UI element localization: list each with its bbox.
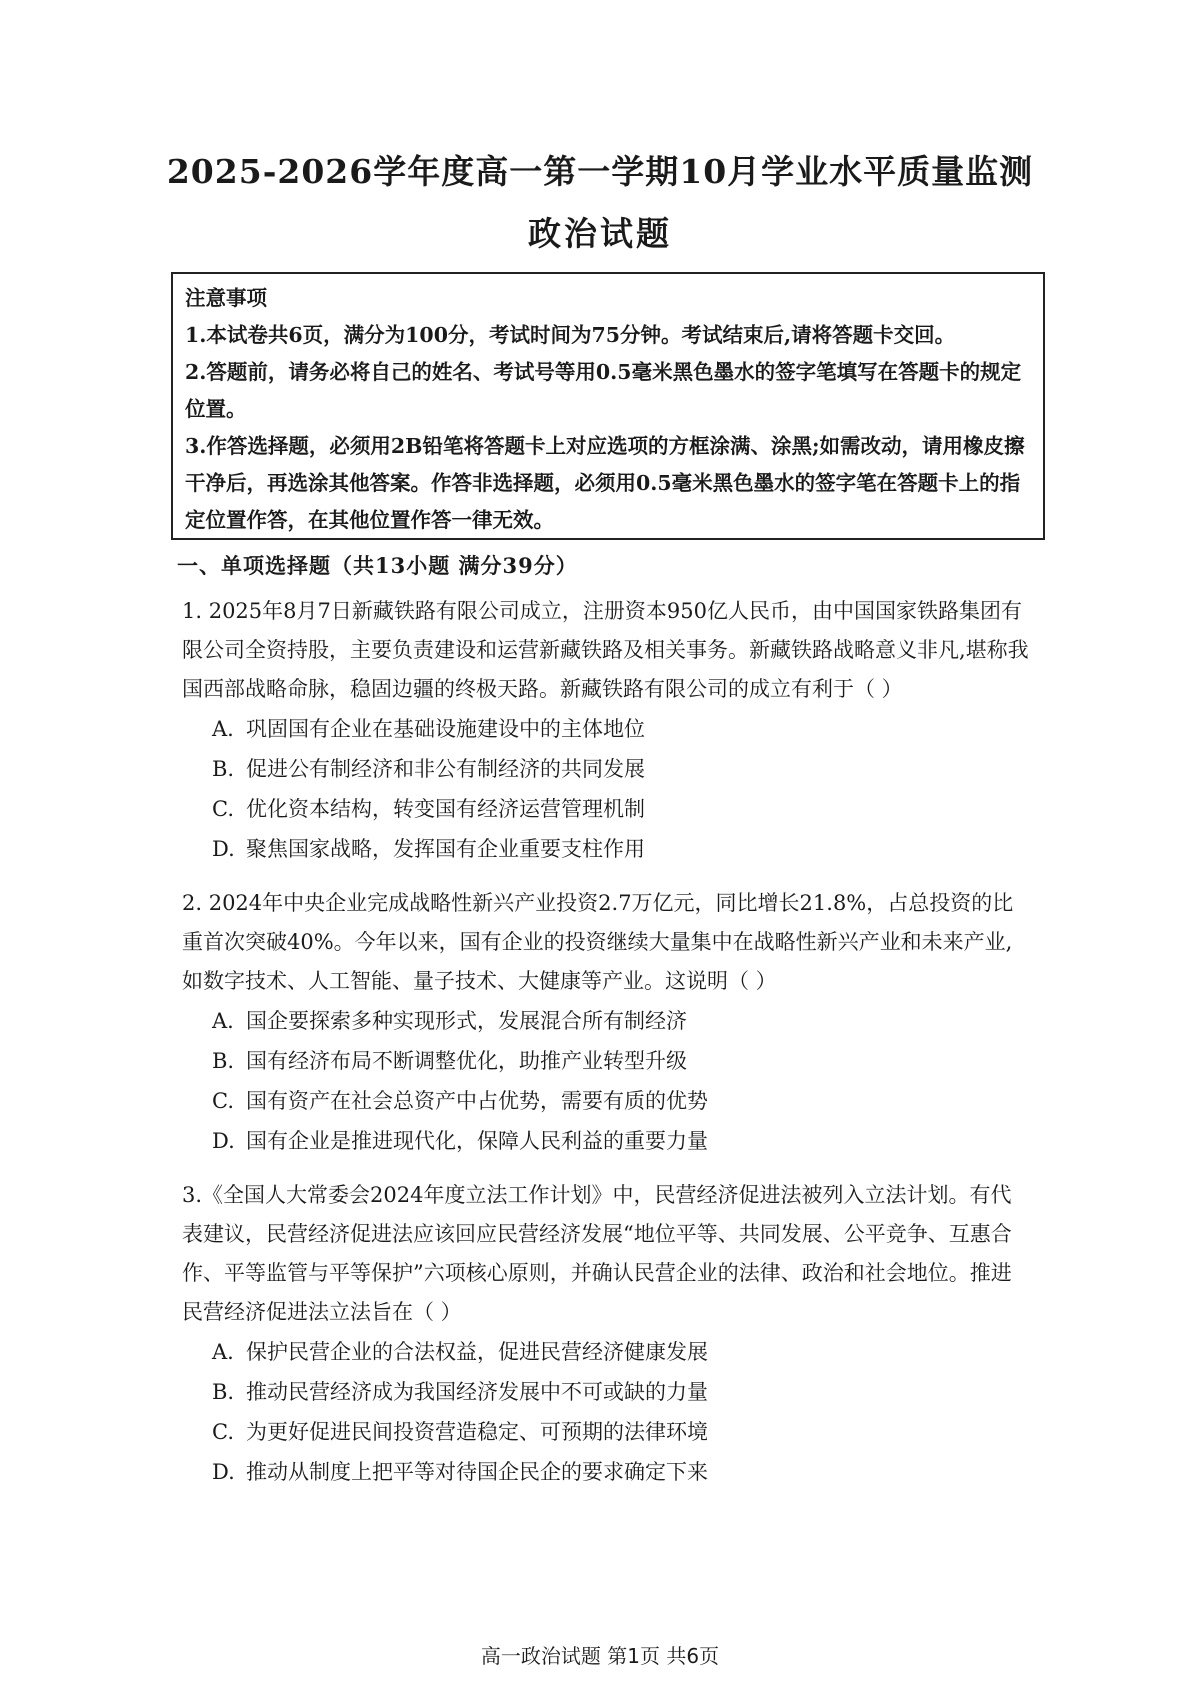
option-b: [182, 1372, 1032, 1412]
option-letter: C.: [212, 1089, 234, 1113]
notice-item-2: 2.答题前，请务必将自己的姓名、考试号等用0.5毫米黑色墨水的签字笔填写在答题卡的规定位置。: [185, 360, 1022, 421]
option-letter: D.: [212, 1129, 235, 1153]
option-text: 国企要探索多种实现形式，发展混合所有制经济: [246, 1009, 687, 1033]
option-text: 国有企业是推进现代化，保障人民利益的重要力量: [246, 1129, 708, 1153]
question-stem: 1. 2025年8月7日新藏铁路有限公司成立，注册资本950亿人民币，由中国国家铁路集团有限公司全资持股，主要负责建设和运营新藏铁路及相关事务。新藏铁路战略意义非凡,堪称我国西部战略命脉，稳固边疆的终极天路。新藏铁路有限公司的成立有利于（ ）: [182, 599, 1029, 701]
notice-box: [171, 272, 1045, 540]
option-a: [182, 709, 1032, 749]
option-letter: A.: [212, 1009, 234, 1033]
option-letter: A.: [212, 1340, 234, 1364]
option-text: 推动民营经济成为我国经济发展中不可或缺的力量: [246, 1380, 708, 1404]
option-text: 优化资本结构，转变国有经济运营管理机制: [246, 797, 645, 821]
page-footer: 高一政治试题 第1页 共6页: [480, 1644, 720, 1668]
option-letter: D.: [212, 1460, 235, 1484]
option-c: [182, 789, 1032, 829]
option-d: [182, 829, 1032, 869]
option-text: 聚焦国家战略，发挥国有企业重要支柱作用: [246, 837, 645, 861]
question-stem: 2. 2024年中央企业完成战略性新兴产业投资2.7万亿元，同比增长21.8%，占总投资的比重首次突破40%。今年以来，国有企业的投资继续大量集中在战略性新兴产业和未来产业,如数字技术、人工智能、量子技术、大健康等产业。这说明（ ）: [182, 891, 1014, 993]
option-letter: C.: [212, 797, 234, 821]
option-a: [182, 1001, 1032, 1041]
option-letter: C.: [212, 1420, 234, 1444]
option-letter: D.: [212, 837, 235, 861]
question-3: [182, 1176, 1032, 1492]
option-c: [182, 1081, 1032, 1121]
notice-item-3: 3.作答选择题，必须用2B铅笔将答题卡上对应选项的方框涂满、涂黑;如需改动，请用橡皮擦干净后，再选涂其他答案。作答非选择题，必须用0.5毫米黑色墨水的签字笔在答题卡上的指定位置作答，在其他位置作答一律无效。: [185, 434, 1025, 532]
option-a: [182, 1332, 1032, 1372]
option-text: 国有经济布局不断调整优化，助推产业转型升级: [246, 1049, 687, 1073]
option-b: [182, 749, 1032, 789]
option-text: 保护民营企业的合法权益，促进民营经济健康发展: [246, 1340, 708, 1364]
question-1: [182, 592, 1032, 869]
option-text: 推动从制度上把平等对待国企民企的要求确定下来: [246, 1460, 708, 1484]
option-letter: B.: [212, 1380, 235, 1404]
notice-item-1: 1.本试卷共6页，满分为100分，考试时间为75分钟。考试结束后,请将答题卡交回。: [185, 323, 956, 347]
question-stem: 3.《全国人大常委会2024年度立法工作计划》中，民营经济促进法被列入立法计划。有代表建议，民营经济促进法应该回应民营经济发展“地位平等、共同发展、公平竞争、互惠合作、平等监管与平等保护”六项核心原则，并确认民营企业的法律、政治和社会地位。推进民营经济促进法立法旨在（ ）: [182, 1183, 1012, 1324]
exam-subtitle: 政治试题: [528, 214, 672, 253]
option-text: 巩固国有企业在基础设施建设中的主体地位: [246, 717, 645, 741]
option-letter: A.: [212, 717, 234, 741]
option-text: 国有资产在社会总资产中占优势，需要有质的优势: [246, 1089, 708, 1113]
notice-heading: 注意事项: [185, 286, 267, 310]
option-text: 促进公有制经济和非公有制经济的共同发展: [246, 757, 645, 781]
option-letter: B.: [212, 1049, 235, 1073]
section-heading: 一、单项选择题（共13小题 满分39分）: [177, 553, 578, 578]
question-2: [182, 884, 1032, 1161]
option-b: [182, 1041, 1032, 1081]
option-text: 为更好促进民间投资营造稳定、可预期的法律环境: [246, 1420, 708, 1444]
option-letter: B.: [212, 757, 235, 781]
exam-title: 2025-2026学年度高一第一学期10月学业水平质量监测: [166, 152, 1034, 191]
option-d: [182, 1452, 1032, 1492]
option-d: [182, 1121, 1032, 1161]
option-c: [182, 1412, 1032, 1452]
